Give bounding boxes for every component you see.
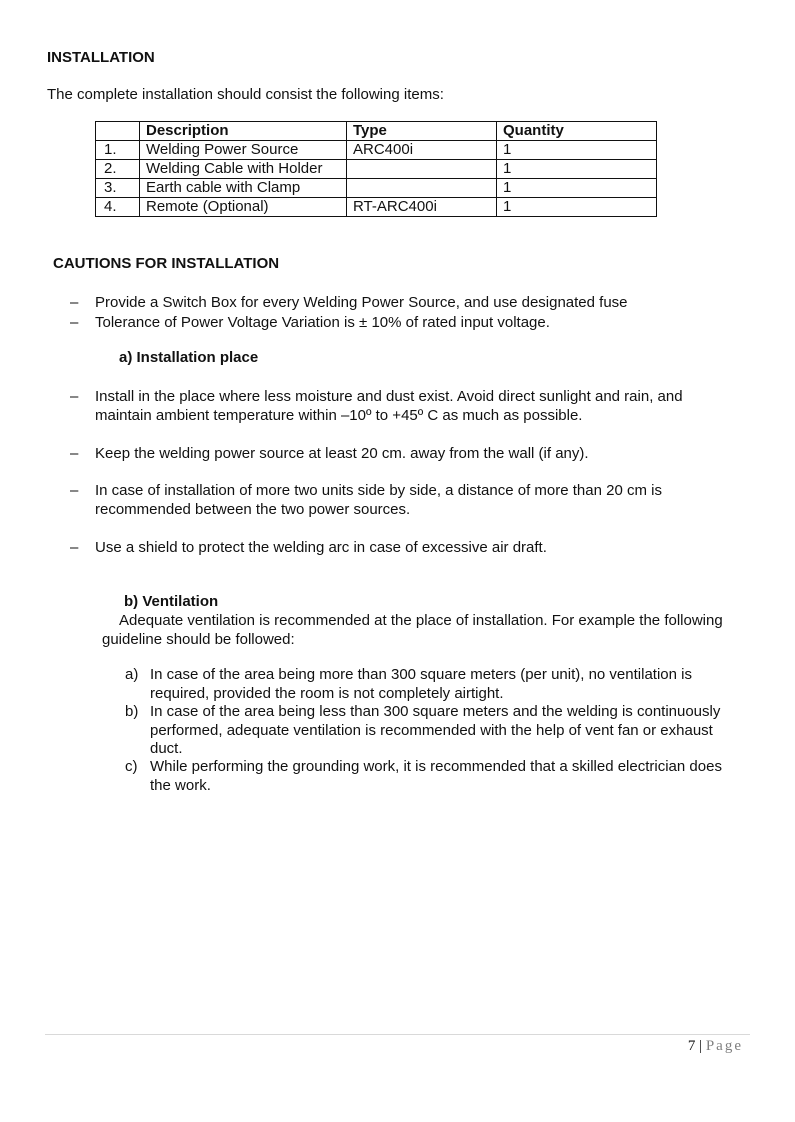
list-item-text: Tolerance of Power Voltage Variation is ± 10% of rated input voltage. <box>95 314 550 331</box>
items-table <box>95 121 657 217</box>
page-footer <box>688 1038 743 1055</box>
list-item-text: Use a shield to protect the welding arc in case of excessive air draft. <box>95 539 547 556</box>
table-cell: 3. <box>96 179 140 198</box>
table-header-cell: Quantity <box>497 122 657 141</box>
table-cell: 1 <box>497 141 657 160</box>
list-item-text: In case of the area being more than 300 square meters (per unit), no ventilation is required, provided the room is not completely airtight. <box>150 666 692 702</box>
ventilation-heading: b) Ventilation <box>124 593 219 610</box>
cautions-heading: CAUTIONS FOR INSTALLATION <box>53 255 280 272</box>
installation-place-heading: a) Installation place <box>119 349 259 366</box>
table-row <box>96 179 657 198</box>
footer-separator: | <box>699 1038 703 1054</box>
list-marker: b) <box>125 703 139 720</box>
dash-bullet-icon: – <box>70 388 79 405</box>
list-item-text: Install in the place where less moisture and dust exist. Avoid direct sunlight and rain, and maintain ambient temperature within –10º to +45º C as much as possible. <box>95 388 683 424</box>
dash-bullet-icon: – <box>70 314 79 331</box>
dash-bullet-icon: – <box>70 294 79 311</box>
table-header-row <box>96 122 657 141</box>
table-cell: ARC400i <box>347 141 497 160</box>
table-cell: 2. <box>96 160 140 179</box>
table-header-cell: Type <box>347 122 497 141</box>
footer-divider <box>45 1034 750 1035</box>
table-row <box>96 160 657 179</box>
list-item-text: Keep the welding power source at least 20 cm. away from the wall (if any). <box>95 445 589 462</box>
installation-intro: The complete installation should consist the following items: <box>47 86 444 103</box>
table-cell: 1 <box>497 160 657 179</box>
list-item-text: In case of the area being less than 300 square meters and the welding is continuously performed, adequate ventilation is recommended with the help of vent fan or exhaust duct. <box>150 703 721 757</box>
table-cell: RT-ARC400i <box>347 198 497 217</box>
list-marker: c) <box>125 758 138 775</box>
table-cell <box>347 160 497 179</box>
table-cell <box>347 179 497 198</box>
dash-bullet-icon: – <box>70 445 79 462</box>
list-item-text: In case of installation of more two units side by side, a distance of more than 20 cm is recommended between the two power sources. <box>95 482 662 518</box>
dash-bullet-icon: – <box>70 539 79 556</box>
table-cell: Earth cable with Clamp <box>140 179 347 198</box>
table-cell: 1 <box>497 179 657 198</box>
table-cell: 1. <box>96 141 140 160</box>
table-header-cell: Description <box>140 122 347 141</box>
ventilation-intro: Adequate ventilation is recommended at the place of installation. For example the following guideline should be followed: <box>102 612 723 648</box>
table-cell: Remote (Optional) <box>140 198 347 217</box>
list-item-text: Provide a Switch Box for every Welding Power Source, and use designated fuse <box>95 294 628 311</box>
installation-heading: INSTALLATION <box>47 49 155 66</box>
list-marker: a) <box>125 666 139 683</box>
table-row <box>96 198 657 217</box>
table-cell: Welding Power Source <box>140 141 347 160</box>
table-row <box>96 141 657 160</box>
page-number: 7 <box>687 1038 696 1054</box>
table-cell: Welding Cable with Holder <box>140 160 347 179</box>
table-header-cell <box>96 122 140 141</box>
list-item-text: While performing the grounding work, it is recommended that a skilled electrician does the work. <box>150 758 722 794</box>
table-cell: 4. <box>96 198 140 217</box>
table-cell: 1 <box>497 198 657 217</box>
dash-bullet-icon: – <box>70 482 79 499</box>
page-label: Page <box>705 1038 743 1054</box>
